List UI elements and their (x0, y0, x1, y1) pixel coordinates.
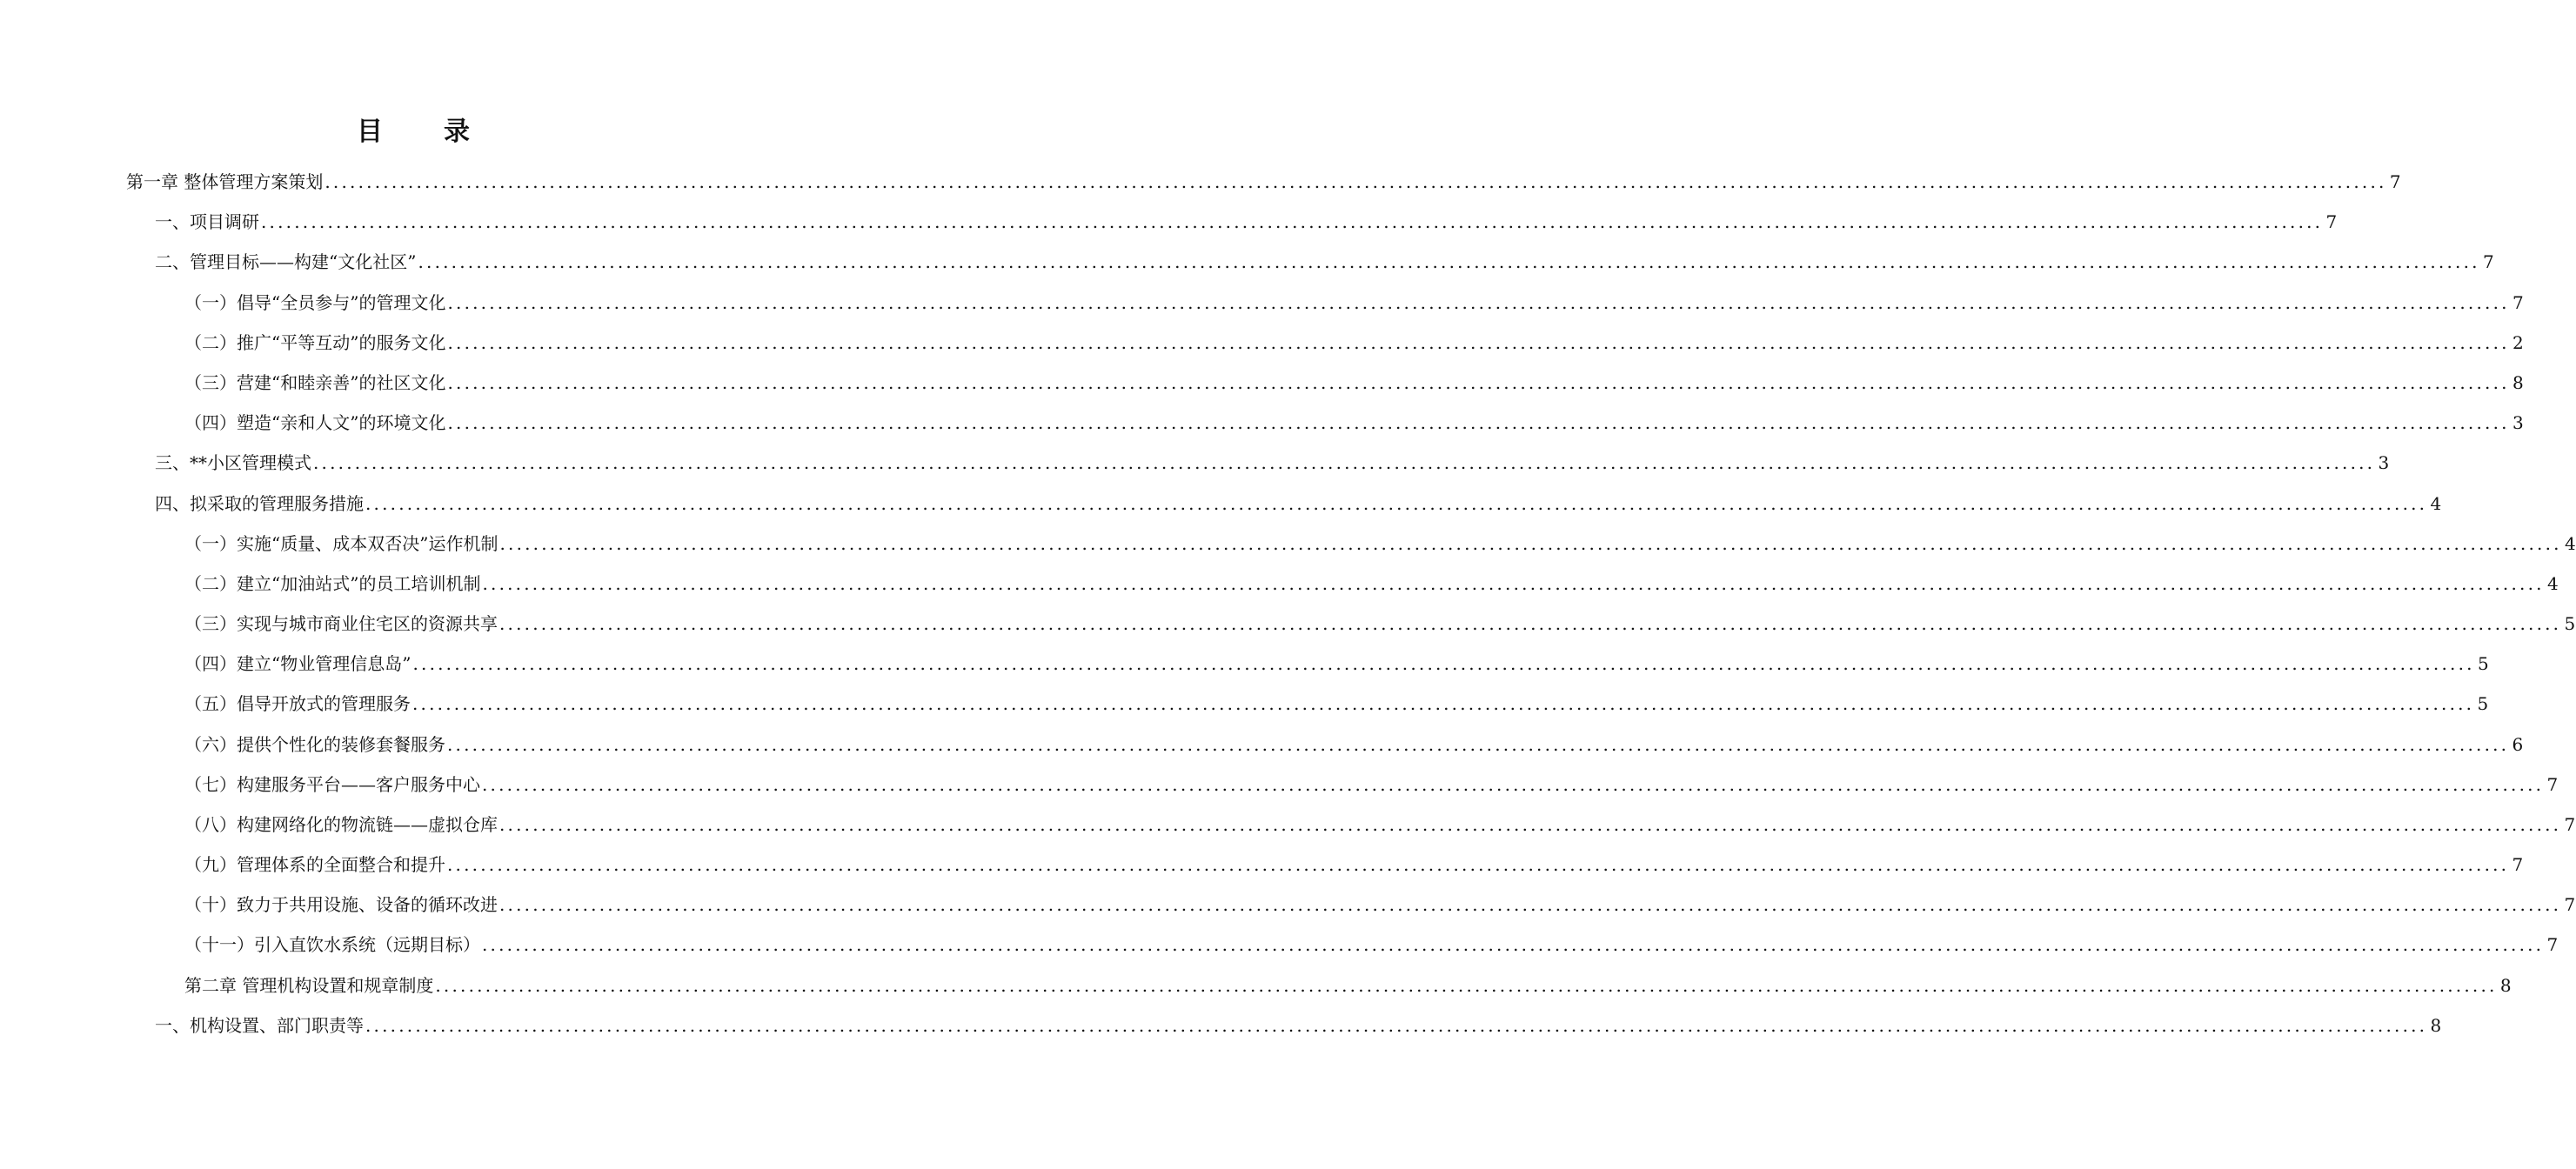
toc-page-number: 3 (2512, 412, 2524, 433)
dot-leader: ........................................................................................................................................................................................................................................................ (313, 452, 2376, 473)
toc-entry-label: 二、管理目标——构建“文化社区” (155, 251, 417, 272)
dot-leader: ........................................................................................................................................................................................................................................................ (412, 693, 2475, 714)
toc-title-char-1: 目 (357, 117, 383, 147)
toc-entry-label: 四、拟采取的管理服务措施 (155, 493, 364, 514)
toc-entry-label: （一）实施“质量、成本双否决”运作机制 (184, 533, 498, 554)
toc-entry-subsection-4-4[interactable] (184, 642, 2489, 677)
toc-entry-subsection-4-8[interactable] (184, 803, 2576, 838)
toc-entry-label: （二）推广“平等互动”的服务文化 (184, 332, 446, 353)
toc-page-number: 4 (2430, 493, 2442, 514)
dot-leader: ........................................................................................................................................................................................................................................................ (325, 171, 2387, 192)
toc-entry-label: （八）构建网络化的物流链——虚拟仓库 (184, 814, 498, 835)
toc-page-number: 7 (2546, 774, 2559, 795)
toc-entry-subsection-4-3[interactable] (184, 602, 2576, 637)
dot-leader: ........................................................................................................................................................................................................................................................ (365, 493, 2428, 514)
toc-entry-label: （三）营建“和睦亲善”的社区文化 (184, 372, 446, 393)
dot-leader: ........................................................................................................................................................................................................................................................ (499, 533, 2562, 554)
toc-entry-subsection-4-7[interactable] (184, 763, 2559, 798)
toc-entry-subsection-2-4[interactable] (184, 401, 2524, 436)
toc-entry-subsection-4-1[interactable] (184, 522, 2576, 557)
dot-leader: ........................................................................................................................................................................................................................................................ (412, 653, 2475, 674)
toc-entry-label: （五）倡导开放式的管理服务 (184, 693, 411, 714)
dot-leader: ........................................................................................................................................................................................................................................................ (261, 211, 2324, 232)
toc-page-number: 7 (2482, 251, 2494, 272)
toc-page-number: 7 (2564, 814, 2576, 835)
dot-leader: ........................................................................................................................................................................................................................................................ (499, 613, 2562, 634)
toc-page-number: 7 (2512, 292, 2524, 313)
toc-page-number: 3 (2378, 452, 2390, 473)
dot-leader: ........................................................................................................................................................................................................................................................ (482, 934, 2545, 955)
toc-page-number: 7 (2325, 211, 2338, 232)
toc-entry-subsection-4-2[interactable] (184, 562, 2559, 597)
toc-entry-subsection-2-3[interactable] (184, 361, 2524, 396)
dot-leader: ........................................................................................................................................................................................................................................................ (499, 894, 2562, 915)
toc-entry-section-2[interactable] (155, 240, 2494, 275)
toc-entry-chapter-2[interactable] (184, 964, 2512, 999)
toc-entry-label: （十）致力于共用设施、设备的循环改进 (184, 894, 498, 915)
toc-entry-label: （四）建立“物业管理信息岛” (184, 653, 411, 674)
toc-entry-section-4[interactable] (155, 482, 2442, 517)
toc-entry-label: 一、机构设置、部门职责等 (155, 1015, 364, 1036)
toc-entry-label: 第二章 管理机构设置和规章制度 (184, 975, 434, 996)
dot-leader: ........................................................................................................................................................................................................................................................ (418, 251, 2480, 272)
toc-page-number: 7 (2512, 854, 2524, 875)
toc-entry-label: 一、项目调研 (155, 211, 259, 232)
toc-entry-subsection-4-9[interactable] (184, 843, 2524, 878)
dot-leader: ........................................................................................................................................................................................................................................................ (447, 332, 2510, 353)
toc-entry-label: （十一）引入直饮水系统（远期目标） (184, 934, 480, 955)
toc-entry-section-1[interactable] (155, 200, 2338, 235)
dot-leader: ........................................................................................................................................................................................................................................................ (447, 854, 2510, 875)
dot-leader: ........................................................................................................................................................................................................................................................ (447, 412, 2510, 433)
toc-page-number: 8 (2430, 1015, 2442, 1036)
toc-entry-label: （三）实现与城市商业住宅区的资源共享 (184, 613, 498, 634)
toc-entry-subsection-4-10[interactable] (184, 883, 2576, 918)
dot-leader: ........................................................................................................................................................................................................................................................ (365, 1015, 2428, 1036)
dot-leader: ........................................................................................................................................................................................................................................................ (482, 774, 2545, 795)
toc-entry-subsection-2-2[interactable] (184, 321, 2524, 356)
toc-entry-label: 三、**小区管理模式 (155, 452, 311, 473)
dot-leader: ........................................................................................................................................................................................................................................................ (499, 814, 2562, 835)
toc-entry-subsection-2-1[interactable] (184, 281, 2524, 316)
toc-entry-label: （二）建立“加油站式”的员工培训机制 (184, 573, 481, 594)
toc-entry-chapter-2-section-1[interactable] (155, 1004, 2442, 1039)
toc-page-number: 5 (2477, 653, 2489, 674)
toc-title (0, 111, 826, 153)
toc-entry-label: （九）管理体系的全面整合和提升 (184, 854, 445, 875)
dot-leader: ........................................................................................................................................................................................................................................................ (447, 734, 2510, 755)
dot-leader: ........................................................................................................................................................................................................................................................ (482, 573, 2545, 594)
dot-leader: ........................................................................................................................................................................................................................................................ (447, 292, 2510, 313)
dot-leader: ........................................................................................................................................................................................................................................................ (447, 372, 2510, 393)
toc-entry-label: 第一章 整体管理方案策划 (126, 171, 324, 192)
toc-page-number: 7 (2389, 171, 2401, 192)
toc-page-number: 8 (2499, 975, 2512, 996)
toc-page-number: 4 (2564, 533, 2576, 554)
toc-entry-label: （六）提供个性化的装修套餐服务 (184, 734, 445, 755)
toc-page-number: 7 (2564, 894, 2576, 915)
toc-page-number: 5 (2564, 613, 2576, 634)
toc-page-number: 2 (2512, 332, 2524, 353)
toc-page-number: 7 (2546, 934, 2559, 955)
toc-entry-label: （一）倡导“全员参与”的管理文化 (184, 292, 446, 313)
toc-entry-label: （七）构建服务平台——客户服务中心 (184, 774, 480, 795)
dot-leader: ........................................................................................................................................................................................................................................................ (435, 975, 2498, 996)
toc-entry-label: （四）塑造“亲和人文”的环境文化 (184, 412, 446, 433)
toc-entry-subsection-4-11[interactable] (184, 923, 2559, 958)
toc-title-char-2: 录 (444, 117, 470, 147)
toc-page-number: 4 (2546, 573, 2559, 594)
toc-entry-section-3[interactable] (155, 441, 2390, 476)
toc-page-number: 5 (2477, 693, 2489, 714)
toc-entry-subsection-4-6[interactable] (184, 723, 2524, 758)
toc-entry-chapter-1[interactable] (126, 160, 2401, 195)
toc-page-number: 8 (2512, 372, 2524, 393)
toc-entry-subsection-4-5[interactable] (184, 682, 2489, 717)
toc-page-number: 6 (2512, 734, 2524, 755)
